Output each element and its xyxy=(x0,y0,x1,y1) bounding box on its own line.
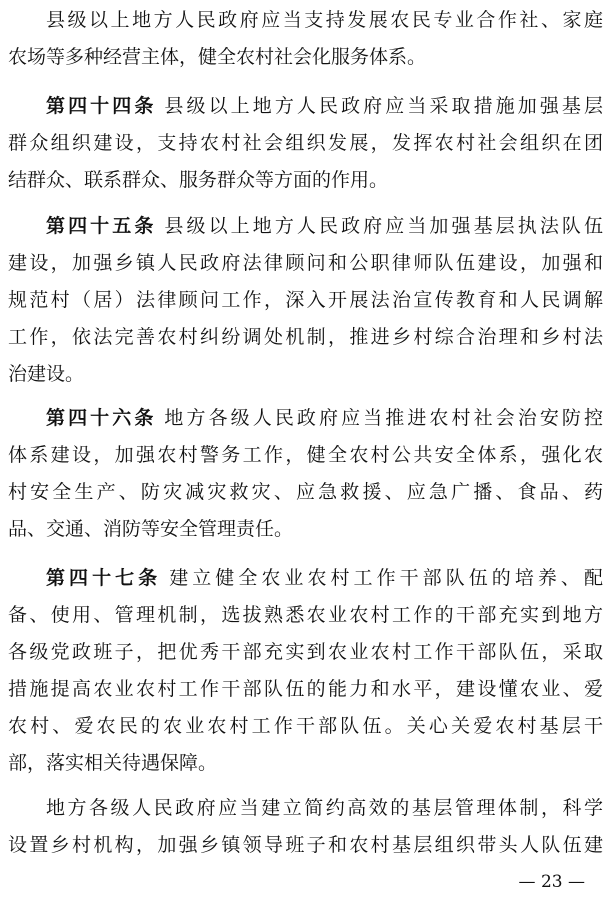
line-text: 村安全生产、防灾减灾救灾、应急救援、应急广播、食品、药 xyxy=(8,481,603,503)
paragraph-line xyxy=(0,400,613,437)
line-text: 地方各级人民政府应当建立简约高效的基层管理体制，科学 xyxy=(46,797,603,819)
line-text: 工作，依法完善农村纠纷调处机制，推进乡村综合治理和乡村法 xyxy=(8,326,603,348)
paragraph-line xyxy=(0,745,613,782)
paragraph-line xyxy=(0,634,613,671)
line-text: 备、使用、管理机制，选拔熟悉农业农村工作的干部充实到地方 xyxy=(8,604,603,626)
paragraph-line xyxy=(0,88,613,125)
paragraph-line xyxy=(0,125,613,162)
paragraph-line xyxy=(0,39,613,76)
line-text: 县级以上地方人民政府应当采取措施加强基层 xyxy=(164,95,603,117)
line-text: 地方各级人民政府应当推进农村社会治安防控 xyxy=(164,407,603,429)
line-text: 结群众、联系群众、服务群众等方面的作用。 xyxy=(8,169,389,191)
line-text: 治建设。 xyxy=(8,363,85,385)
line-text: 建设，加强乡镇人民政府法律顾问和公职律师队伍建设，加强和 xyxy=(8,252,603,274)
paragraph-line xyxy=(0,560,613,597)
line-text: 体系建设，加强农村警务工作，健全农村公共安全体系，强化农 xyxy=(8,444,603,466)
article-heading: 第四十六条 xyxy=(46,407,157,429)
line-text: 建立健全农业农村工作干部队伍的培养、配 xyxy=(169,567,603,589)
line-text: 农场等多种经营主体，健全农村社会化服务体系。 xyxy=(8,46,427,68)
paragraph-line xyxy=(0,208,613,245)
article-heading: 第四十五条 xyxy=(46,215,157,237)
paragraph-line xyxy=(0,319,613,356)
paragraph-line xyxy=(0,2,613,39)
paragraph-line xyxy=(0,790,613,827)
article-heading: 第四十四条 xyxy=(46,95,157,117)
paragraph-line xyxy=(0,708,613,745)
paragraph-line xyxy=(0,245,613,282)
paragraph-line xyxy=(0,511,613,548)
line-text: 县级以上地方人民政府应当加强基层执法队伍 xyxy=(164,215,603,237)
paragraph-line xyxy=(0,282,613,319)
line-text: 县级以上地方人民政府应当支持发展农民专业合作社、家庭 xyxy=(46,9,603,31)
page-number: — 23 — xyxy=(518,872,585,892)
line-text: 规范村（居）法律顾问工作，深入开展法治宣传教育和人民调解 xyxy=(8,289,603,311)
paragraph-line xyxy=(0,827,613,864)
paragraph-line xyxy=(0,356,613,393)
line-text: 品、交通、消防等安全管理责任。 xyxy=(8,518,294,540)
line-text: 设置乡村机构，加强乡镇领导班子和农村基层组织带头人队伍建 xyxy=(8,834,603,856)
paragraph-line xyxy=(0,437,613,474)
paragraph-line xyxy=(0,597,613,634)
paragraph-line xyxy=(0,474,613,511)
line-text: 部，落实相关待遇保障。 xyxy=(8,752,218,774)
line-text: 农村、爱农民的农业农村工作干部队伍。关心关爱农村基层干 xyxy=(8,715,603,737)
line-text: 措施提高农业农村工作干部队伍的能力和水平，建设懂农业、爱 xyxy=(8,678,603,700)
paragraph-line xyxy=(0,162,613,199)
line-text: 各级党政班子，把优秀干部充实到农业农村工作干部队伍，采取 xyxy=(8,641,603,663)
article-heading: 第四十七条 xyxy=(46,567,162,589)
paragraph-line xyxy=(0,671,613,708)
line-text: 群众组织建设，支持农村社会组织发展，发挥农村社会组织在团 xyxy=(8,132,603,154)
